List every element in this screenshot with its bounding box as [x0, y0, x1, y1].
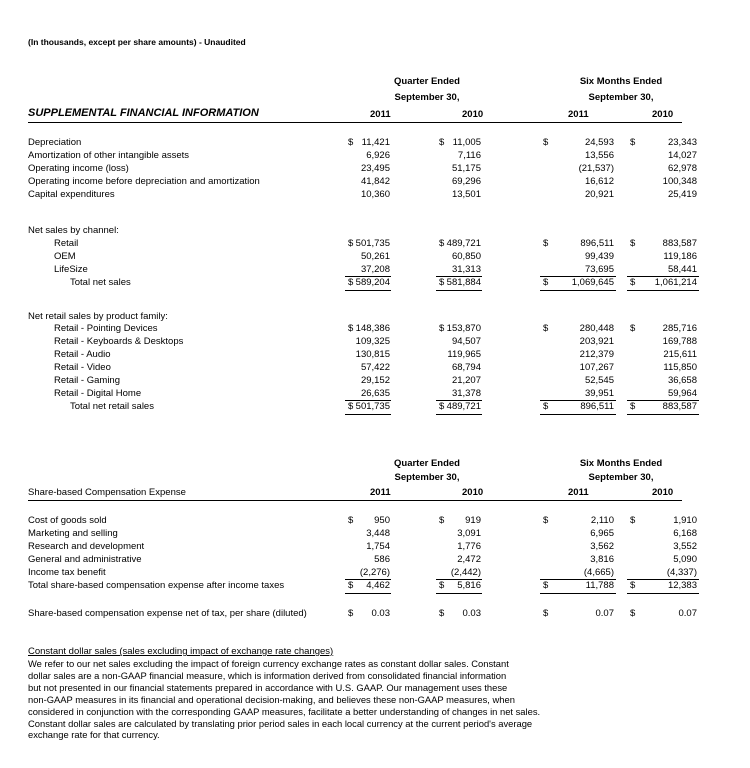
- cell-value: 1,910: [673, 515, 697, 526]
- cell-value: 12,383: [667, 580, 697, 591]
- total-rule: [627, 400, 699, 401]
- cell-value: 212,379: [579, 349, 614, 360]
- supplemental-title: SUPPLEMENTAL FINANCIAL INFORMATION: [28, 107, 259, 119]
- cell-value: 10,360: [360, 189, 390, 200]
- cell-value: 896,511: [580, 238, 614, 249]
- cell-value: 16,612: [584, 176, 614, 187]
- cell-value: 68,794: [451, 362, 481, 373]
- table-row: [0, 541, 750, 554]
- cell-value: 31,313: [451, 264, 481, 275]
- quarter-date-header: September 30,: [394, 92, 460, 103]
- cell-value: 69,296: [451, 176, 481, 187]
- six-months-header: Six Months Ended: [579, 76, 663, 87]
- cell-value: 6,965: [590, 528, 614, 539]
- paragraph-line: Constant dollar sales are calculated by translating prior period sales in each local currency at the current period's average: [28, 717, 533, 729]
- cell-value: 58,441: [667, 264, 697, 275]
- total-row: [0, 580, 750, 593]
- dollar-sign: $: [543, 238, 549, 249]
- cell-value: 5,816: [457, 580, 481, 591]
- total-rule: [436, 593, 482, 594]
- year-header-2-s2011: 2011: [568, 487, 589, 498]
- cell-value: (4,665): [583, 567, 614, 578]
- cell-value: 148,386: [355, 323, 390, 334]
- cell-value: 39,951: [584, 388, 614, 399]
- cell-value: 41,842: [360, 176, 390, 187]
- paragraph-line: considered in conjunction with the corresponding GAAP measures, facilitate a better understanding of changes in net sales.: [28, 705, 541, 717]
- cell-value: 6,926: [366, 150, 390, 161]
- cell-value: (21,537): [578, 163, 614, 174]
- dollar-sign: $: [348, 401, 354, 412]
- table-row: [0, 515, 750, 528]
- cell-value: 501,735: [355, 238, 390, 249]
- table-row: [0, 238, 750, 251]
- header-rule-2: [28, 500, 682, 501]
- dollar-sign: $: [543, 515, 549, 526]
- year-header-q2010: 2010: [462, 109, 484, 120]
- table-row: [0, 137, 750, 150]
- total-rule: [345, 593, 391, 594]
- dollar-sign: $: [543, 608, 549, 619]
- cell-value: 29,152: [360, 375, 390, 386]
- cell-value: 100,348: [662, 176, 697, 187]
- row-label: Retail - Audio: [54, 349, 111, 360]
- paragraph-line: We refer to our net sales excluding the impact of foreign currency exchange rates as constant dollar sales. Constant: [28, 658, 509, 669]
- cell-value: 203,921: [579, 336, 614, 347]
- year-header-2-q2010: 2010: [462, 487, 484, 498]
- cell-value: 13,556: [584, 150, 614, 161]
- dollar-sign: $: [348, 277, 354, 288]
- dollar-sign: $: [630, 401, 636, 412]
- cell-value: 37,208: [360, 264, 390, 275]
- paragraph-line: but not presented in our financial statements prepared in accordance with U.S. GAAP. Our management uses these: [28, 681, 508, 693]
- paragraph-line: dollar sales are a non-GAAP financial measure, which is information derived from consolidated financial information: [28, 669, 507, 681]
- dollar-sign: $: [630, 515, 636, 526]
- total-rule: [540, 579, 616, 580]
- cell-value: 896,511: [580, 401, 614, 412]
- year-header-s2010: 2010: [652, 109, 674, 120]
- dollar-sign: $: [630, 323, 636, 334]
- quarter-date-header-2: September 30,: [394, 472, 460, 483]
- total-rule: [627, 414, 699, 415]
- units-note: (In thousands, except per share amounts) - Unaudited: [28, 37, 246, 47]
- cell-value: 50,261: [360, 251, 390, 262]
- cell-value: 883,587: [662, 401, 697, 412]
- dollar-sign: $: [543, 137, 549, 148]
- row-label: General and administrative: [28, 554, 142, 565]
- cell-value: 31,378: [451, 388, 481, 399]
- dollar-sign: $: [439, 323, 445, 334]
- total-rule: [627, 593, 699, 594]
- dollar-sign: $: [439, 608, 445, 619]
- row-label: Retail - Pointing Devices: [54, 323, 158, 334]
- dollar-sign: $: [543, 401, 549, 412]
- cell-value: 586: [374, 554, 390, 565]
- cell-value: 52,545: [584, 375, 614, 386]
- dollar-sign: $: [630, 580, 636, 591]
- table-row: [0, 528, 750, 541]
- total-rule: [436, 579, 482, 580]
- row-label: Share-based compensation expense net of tax, per share (diluted): [28, 608, 307, 619]
- dollar-sign: $: [348, 608, 354, 619]
- year-header-s2011: 2011: [568, 109, 589, 120]
- cell-value: (4,337): [666, 567, 697, 578]
- cell-value: 7,116: [457, 150, 481, 161]
- dollar-sign: $: [439, 515, 445, 526]
- share-based-title: Share-based Compensation Expense: [28, 487, 186, 498]
- cell-value: 501,735: [355, 401, 390, 412]
- six-months-date-header-2: September 30,: [588, 472, 654, 483]
- cell-value: 3,448: [366, 528, 390, 539]
- row-label: OEM: [54, 251, 76, 262]
- total-rule: [627, 579, 699, 580]
- cell-value: 2,472: [457, 554, 481, 565]
- cell-value: 119,965: [447, 349, 481, 360]
- row-label: LifeSize: [54, 264, 88, 275]
- cell-value: 1,069,645: [571, 277, 614, 288]
- cell-value: 0.03: [371, 608, 390, 619]
- header-rule: [28, 122, 682, 123]
- row-label: Cost of goods sold: [28, 515, 107, 526]
- row-label: Amortization of other intangible assets: [28, 150, 190, 161]
- total-rule: [540, 593, 616, 594]
- channel-title: Net sales by channel:: [28, 225, 119, 236]
- dollar-sign: $: [630, 238, 636, 249]
- total-row: [0, 401, 750, 414]
- cell-value: 1,754: [366, 541, 390, 552]
- total-rule: [627, 290, 699, 291]
- table-row: [0, 554, 750, 567]
- cell-value: 169,788: [662, 336, 697, 347]
- dollar-sign: $: [543, 323, 549, 334]
- table-row: [0, 375, 750, 388]
- cell-value: 11,005: [452, 137, 481, 148]
- cell-value: 581,884: [446, 277, 481, 288]
- cell-value: 285,716: [662, 323, 697, 334]
- total-rule: [345, 276, 391, 277]
- cell-value: 20,921: [584, 189, 614, 200]
- dollar-sign: $: [630, 137, 636, 148]
- family-title: Net retail sales by product family:: [28, 311, 168, 322]
- dollar-sign: $: [543, 277, 549, 288]
- cell-value: 2,110: [590, 515, 614, 526]
- cell-value: 3,091: [457, 528, 481, 539]
- constant-dollar-paragraph: [28, 658, 628, 741]
- dollar-sign: $: [348, 238, 354, 249]
- cell-value: 3,552: [673, 541, 697, 552]
- row-label: Operating income (loss): [28, 163, 129, 174]
- paragraph-line: non-GAAP measures in its financial and operational decision-making, and believes these non-GAAP measures, when: [28, 693, 515, 705]
- dollar-sign: $: [348, 515, 354, 526]
- cell-value: 0.03: [462, 608, 481, 619]
- table-row: [0, 150, 750, 163]
- total-rule: [345, 290, 391, 291]
- cell-value: 109,325: [355, 336, 390, 347]
- total-rule: [345, 400, 391, 401]
- total-rule: [436, 290, 482, 291]
- row-label: Capital expenditures: [28, 189, 115, 200]
- year-header-2-q2011: 2011: [370, 487, 391, 498]
- cell-value: 215,611: [663, 349, 697, 360]
- cell-value: 115,850: [663, 362, 697, 373]
- cell-value: 57,422: [360, 362, 390, 373]
- year-header-q2011: 2011: [370, 109, 391, 120]
- paragraph-line: exchange rate for that currency.: [28, 729, 160, 741]
- cell-value: 51,175: [451, 163, 481, 174]
- cell-value: 25,419: [667, 189, 697, 200]
- cell-value: 883,587: [662, 238, 697, 249]
- total-rule: [540, 276, 616, 277]
- row-label: Research and development: [28, 541, 145, 552]
- cell-value: 950: [374, 515, 390, 526]
- six-months-date-header: September 30,: [588, 92, 654, 103]
- row-label: Total share-based compensation expense after income taxes: [28, 580, 285, 591]
- cell-value: 107,267: [579, 362, 614, 373]
- cell-value: 23,495: [360, 163, 390, 174]
- cell-value: 13,501: [451, 189, 481, 200]
- cell-value: 489,721: [446, 401, 481, 412]
- total-rule: [540, 400, 616, 401]
- cell-value: 130,815: [355, 349, 390, 360]
- cell-value: 26,635: [360, 388, 390, 399]
- row-label: Total net retail sales: [70, 401, 154, 412]
- cell-value: (2,442): [450, 567, 481, 578]
- dollar-sign: $: [348, 323, 354, 334]
- table-row: [0, 349, 750, 362]
- table-row: [0, 163, 750, 176]
- cell-value: 919: [465, 515, 481, 526]
- cell-value: 73,695: [584, 264, 614, 275]
- cell-value: 589,204: [355, 277, 390, 288]
- cell-value: 11,421: [361, 137, 390, 148]
- cell-value: 23,343: [667, 137, 697, 148]
- cell-value: 3,562: [590, 541, 614, 552]
- cell-value: 5,090: [673, 554, 697, 565]
- cell-value: 4,462: [366, 580, 390, 591]
- cell-value: 14,027: [667, 150, 697, 161]
- total-row: [0, 277, 750, 290]
- dollar-sign: $: [348, 137, 354, 148]
- cell-value: 99,439: [584, 251, 614, 262]
- dollar-sign: $: [439, 137, 445, 148]
- total-rule: [627, 276, 699, 277]
- dollar-sign: $: [630, 277, 636, 288]
- row-label: Retail - Gaming: [54, 375, 120, 386]
- quarter-ended-header: Quarter Ended: [394, 76, 460, 87]
- cell-value: (2,276): [359, 567, 390, 578]
- cell-value: 60,850: [451, 251, 481, 262]
- row-label: Retail - Video: [54, 362, 111, 373]
- cell-value: 1,061,214: [654, 277, 697, 288]
- cell-value: 62,978: [667, 163, 697, 174]
- dollar-sign: $: [439, 238, 445, 249]
- cell-value: 11,788: [585, 580, 614, 591]
- table-row: [0, 323, 750, 336]
- cell-value: 1,776: [457, 541, 481, 552]
- cell-value: 59,964: [667, 388, 697, 399]
- dollar-sign: $: [543, 580, 549, 591]
- row-label: Retail - Digital Home: [54, 388, 142, 399]
- total-rule: [540, 290, 616, 291]
- per-share-row: [0, 608, 750, 621]
- table-row: [0, 176, 750, 189]
- row-label: Retail - Keyboards & Desktops: [54, 336, 184, 347]
- total-rule: [436, 400, 482, 401]
- cell-value: 3,816: [590, 554, 614, 565]
- table-row: [0, 189, 750, 202]
- quarter-ended-header-2: Quarter Ended: [394, 458, 460, 469]
- row-label: Income tax benefit: [28, 567, 106, 578]
- table-row: [0, 362, 750, 375]
- dollar-sign: $: [439, 277, 445, 288]
- cell-value: 119,186: [663, 251, 697, 262]
- six-months-header-2: Six Months Ended: [579, 458, 663, 469]
- row-label: Depreciation: [28, 137, 82, 148]
- row-label: Operating income before depreciation and amortization: [28, 176, 260, 187]
- table-row: [0, 251, 750, 264]
- cell-value: 153,870: [446, 323, 481, 334]
- total-rule: [436, 276, 482, 277]
- year-header-2-s2010: 2010: [652, 487, 674, 498]
- cell-value: 36,658: [667, 375, 697, 386]
- total-rule: [345, 414, 391, 415]
- dollar-sign: $: [439, 401, 445, 412]
- cell-value: 0.07: [678, 608, 697, 619]
- row-label: Retail: [54, 238, 79, 249]
- dollar-sign: $: [630, 608, 636, 619]
- cell-value: 24,593: [584, 137, 614, 148]
- row-label: Total net sales: [70, 277, 131, 288]
- cell-value: 6,168: [673, 528, 697, 539]
- total-rule: [345, 579, 391, 580]
- row-label: Marketing and selling: [28, 528, 118, 539]
- constant-dollar-title: Constant dollar sales (sales excluding impact of exchange rate changes): [28, 646, 334, 657]
- dollar-sign: $: [348, 580, 354, 591]
- cell-value: 94,507: [451, 336, 481, 347]
- total-rule: [436, 414, 482, 415]
- cell-value: 21,207: [451, 375, 481, 386]
- table-row: [0, 336, 750, 349]
- cell-value: 489,721: [446, 238, 481, 249]
- dollar-sign: $: [439, 580, 445, 591]
- cell-value: 280,448: [579, 323, 614, 334]
- cell-value: 0.07: [595, 608, 614, 619]
- total-rule: [540, 414, 616, 415]
